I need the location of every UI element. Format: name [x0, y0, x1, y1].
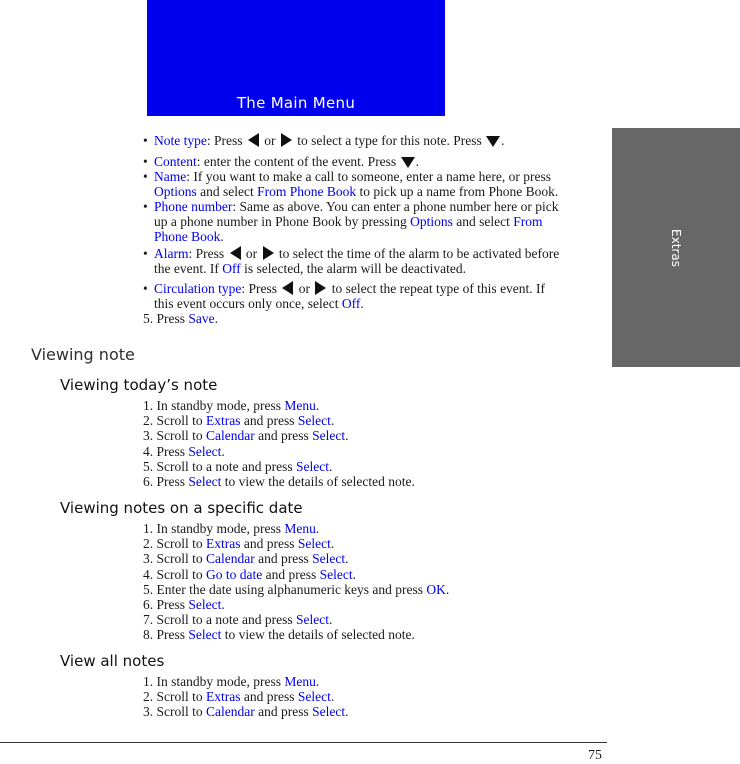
subsection-title-specific-date: Viewing notes on a specific date: [60, 499, 303, 517]
step-item: 1. In standby mode, press Menu.: [143, 521, 320, 536]
step-item: 3. Scroll to Calendar and press Select.: [143, 428, 349, 444]
down-arrow-icon: [486, 135, 500, 147]
step-item: 6. Press Select.: [143, 597, 225, 612]
step-item: 1. In standby mode, press Menu.: [143, 674, 320, 689]
bullet-name: • Name: If you want to make a call to someone, enter a name here, or press Options and select From Phone Book to pick up a name from Phone Book.: [143, 169, 559, 199]
step-item: 4. Scroll to Go to date and press Select.: [143, 566, 356, 582]
step-save: 5. Press Save.: [143, 311, 219, 326]
main-menu-banner: [147, 0, 445, 116]
step-item: 8. Press Select to view the details of selected note.: [143, 627, 415, 643]
left-arrow-icon: [281, 281, 294, 295]
term-name: Name: [154, 169, 187, 184]
step-item: 2. Scroll to Extras and press Select.: [143, 413, 335, 429]
step-item: 3. Scroll to Calendar and press Select.: [143, 704, 349, 720]
bullet-circulation-type: • Circulation type: Press or to select the repeat type of this event. If this event occurs only once, select Off.: [143, 281, 546, 311]
banner-title: The Main Menu: [236, 94, 356, 112]
left-arrow-icon: [247, 133, 260, 147]
section-title-viewing-note: Viewing note: [31, 345, 135, 364]
term-alarm: Alarm: [154, 246, 189, 261]
bullet-phone-number: • Phone number: Same as above. You can enter a phone number here or pick up a phone number in Phone Book by pressing Options and select From Phone Book.: [143, 199, 559, 244]
right-arrow-icon: [262, 246, 275, 260]
footer-rule: [0, 742, 607, 743]
step-item: 4. Press Select.: [143, 443, 225, 459]
step-item: 5. Scroll to a note and press Select.: [143, 458, 333, 474]
subsection-title-today: Viewing today’s note: [60, 376, 218, 394]
extras-side-tab: [612, 128, 740, 367]
term-phone-number: Phone number: [154, 199, 233, 214]
page-number: 75: [588, 748, 602, 763]
step-item: 6. Press Select to view the details of selected note.: [143, 474, 415, 489]
term-content: Content: [154, 154, 197, 169]
term-note-type: Note type: [154, 133, 207, 148]
right-arrow-icon: [280, 133, 293, 147]
step-item: 1. In standby mode, press Menu.: [143, 398, 320, 413]
step-item: 2. Scroll to Extras and press Select.: [143, 536, 335, 552]
bullet-content: • Content: enter the content of the event. Press .: [143, 154, 419, 169]
subsection-title-all-notes: View all notes: [60, 652, 165, 670]
step-item: 5. Enter the date using alphanumeric keys and press OK.: [143, 581, 450, 597]
bullet-alarm: • Alarm: Press or to select the time of the alarm to be activated before the event. If Off is selected, the alarm will be deactivated.: [143, 246, 560, 276]
term-circulation-type: Circulation type: [154, 281, 242, 296]
step-item: 3. Scroll to Calendar and press Select.: [143, 551, 349, 567]
right-arrow-icon: [314, 281, 327, 295]
down-arrow-icon: [401, 156, 415, 168]
side-tab-label: Extras: [669, 228, 683, 267]
left-arrow-icon: [229, 246, 242, 260]
step-item: 7. Scroll to a note and press Select.: [143, 612, 333, 628]
bullet-note-type: • Note type: Press or to select a type for this note. Press .: [143, 133, 505, 148]
step-item: 2. Scroll to Extras and press Select.: [143, 689, 335, 705]
